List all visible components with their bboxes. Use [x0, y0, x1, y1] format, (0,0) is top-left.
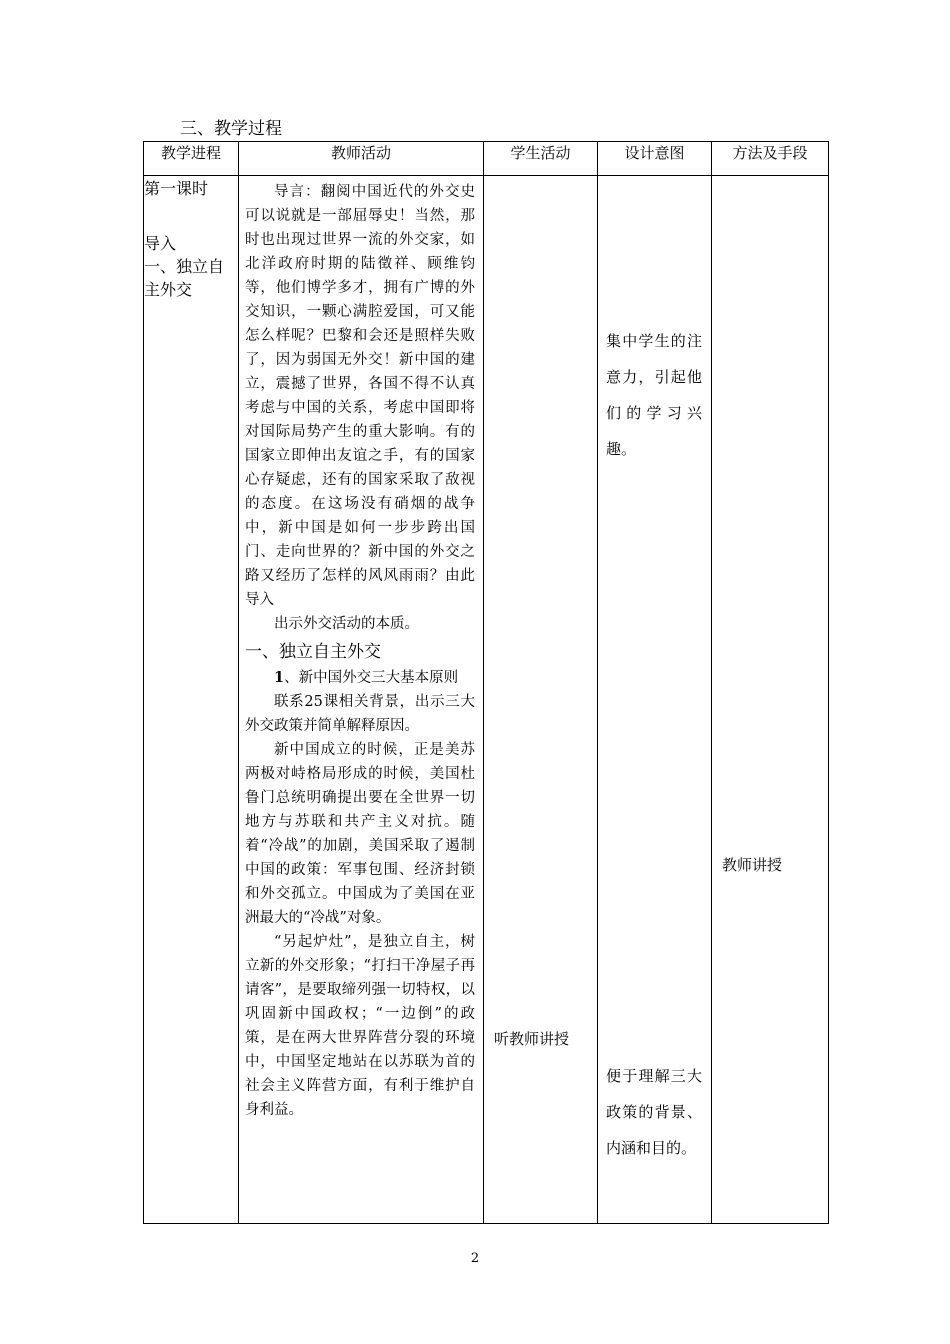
stage-intro-label: 导入: [144, 234, 177, 253]
subheading: 一、独立自主外交: [245, 642, 381, 662]
method-text: 教师讲授: [722, 856, 783, 874]
teacher-activity-cell: [239, 176, 484, 1224]
link-paragraph: 联系25课相关背景，出示三大外交政策并简单解释原因。: [245, 694, 475, 734]
intro-paragraph: 导言：翻阅中国近代的外交史可以说就是一部屈辱史！当然，那时也出现过世界一流的外交家，如北洋政府时期的陆徵祥、顾维钧等，他们博学多才，拥有广博的外交知识，一颗心满腔爱国，可又能怎么样呢？巴黎和会还是照样失败了，因为弱国无外交！新中国的建立，震撼了世界，各国不得不认真考虑与中国的关系，考虑中国即将对国际局势产生的重大影响。有的国家立即伸出友谊之手，有的国家心存疑虑，还有的国家采取了敌视的态度。在这场没有硝烟的战争中，新中国是如何一步步跨出国门、走向世界的？新中国的外交之路又经历了怎样的风风雨雨？由此导入: [245, 184, 475, 608]
header-student-activity: 学生活动: [484, 142, 598, 176]
stage-cell: [144, 176, 239, 1224]
table-header-row: [144, 142, 829, 176]
section-heading: 三、教学过程: [180, 119, 282, 139]
design-intent-1: 集中学生的注意力，引起他们的学习兴趣。: [606, 332, 702, 458]
stage-first-lesson: 第一课时: [144, 179, 209, 198]
stage-intro: [144, 176, 238, 254]
show-nature-paragraph: 出示外交活动的本质。: [274, 616, 419, 632]
header-design-intent: 设计意图: [598, 142, 712, 176]
point1-paragraph: [245, 666, 475, 690]
page-number: 2: [470, 1251, 480, 1266]
header-teaching-stage: 教学进程: [144, 142, 239, 176]
background-paragraph: 新中国成立的时候，正是美苏两极对峙格局形成的时候，美国杜鲁门总统明确提出要在全世界一切地方与苏联和共产主义对抗。随着“冷战”的加剧，美国采取了遏制中国的政策：军事包围、经济封锁和外交孤立。中国成为了美国在亚洲最大的“冷战”对象。: [245, 742, 475, 926]
header-method: 方法及手段: [712, 142, 829, 176]
student-activity-text: 听教师讲授: [494, 1030, 570, 1048]
stage-section1: 一、独立自主外交: [144, 257, 225, 299]
header-teacher-activity: 教师活动: [239, 142, 484, 176]
teacher-activity-text: [245, 180, 475, 1122]
design-intent-2: 便于理解三大政策的背景、内涵和目的。: [606, 1067, 702, 1157]
table-row: [144, 176, 829, 1224]
policy-paragraph: “另起炉灶”，是独立自主，树立新的外交形象；“打扫干净屋子再请客”，是要取缔列强一切特权，以巩固新中国政权；“一边倒”的政策，是在两大世界阵营分裂的环境中，中国坚定地站在以苏联为首的社会主义阵营方面，有利于维护自身利益。: [245, 934, 475, 1118]
method-cell: [712, 176, 829, 1224]
teaching-process-table: [143, 141, 829, 1224]
design-intent-cell: [598, 176, 712, 1224]
student-activity-cell: [484, 176, 598, 1224]
point1-number: 1: [274, 669, 285, 686]
point1-text: 、新中国外交三大基本原则: [284, 670, 459, 686]
